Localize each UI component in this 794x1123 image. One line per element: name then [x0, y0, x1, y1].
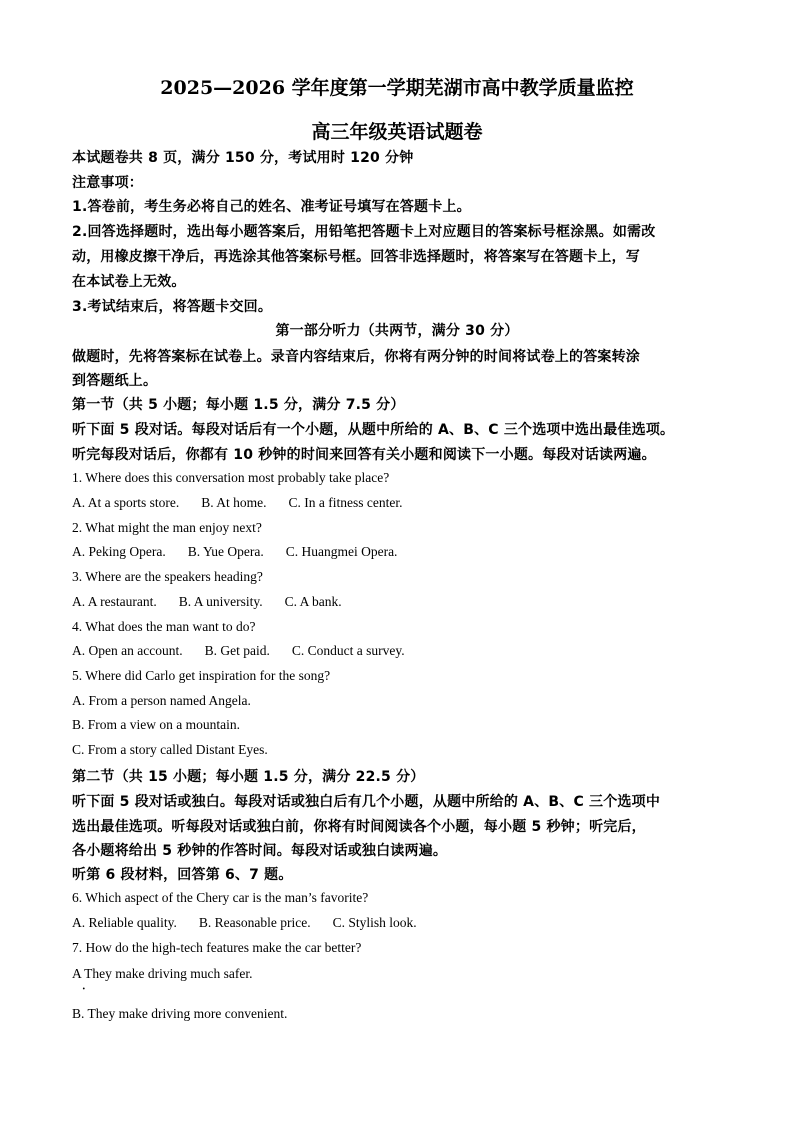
option-a: A. At a sports store. — [72, 495, 180, 510]
exam-subtitle: 高三年级英语试题卷 — [311, 121, 483, 143]
section1-instruction-line-2: 听完每段对话后，你都有 10 秒钟的时间来回答有关小题和阅读下一小题。每段对话读两遍。 — [72, 447, 656, 463]
option-b: B. Reasonable price. — [198, 915, 311, 930]
question-5-option-c: C. From a story called Distant Eyes. — [72, 742, 268, 757]
section2-instruction-line-3: 各小题将给出 5 秒钟的作答时间。每段对话或独白读两遍。 — [72, 843, 448, 859]
option-a: A. Open an account. — [72, 643, 183, 658]
question-7-option-a: A They make driving much safer. — [72, 966, 253, 981]
option-b: B. A university. — [178, 594, 263, 609]
question-1: 1. Where does this conversation most probably take place? — [72, 470, 390, 485]
question-2-options — [72, 544, 419, 560]
notice-item-2-line-2: 动，用橡皮擦干净后，再选涂其他答案标号框。回答非选择题时，将答案写在答题卡上，写 — [72, 249, 640, 265]
section2-heading: 第二节（共 15 小题；每小题 1.5 分，满分 22.5 分） — [72, 769, 425, 785]
stray-dot: • — [82, 986, 86, 993]
option-a: A. Reliable quality. — [72, 915, 177, 930]
option-c: C. In a fitness center. — [288, 495, 403, 510]
question-1-options — [72, 495, 424, 511]
part1-instruction-line-2: 到答题纸上。 — [72, 373, 158, 389]
question-5-option-a: A. From a person named Angela. — [72, 693, 251, 708]
option-c: C. Conduct a survey. — [291, 643, 405, 658]
option-c: C. A bank. — [284, 594, 342, 609]
question-3: 3. Where are the speakers heading? — [72, 569, 263, 584]
question-2: 2. What might the man enjoy next? — [72, 520, 262, 535]
notice-item-2-line-3: 在本试卷上无效。 — [72, 274, 186, 290]
section2-instruction-line-2: 选出最佳选项。听每段对话或独白前，你将有时间阅读各个小题，每小题 5 秒钟；听完后， — [72, 819, 646, 835]
question-6: 6. Which aspect of the Chery car is the man’s favorite? — [72, 890, 369, 905]
material-6-instruction: 听第 6 段材料，回答第 6、7 题。 — [72, 867, 293, 883]
section1-heading: 第一节（共 5 小题；每小题 1.5 分，满分 7.5 分） — [72, 397, 405, 413]
section1-instruction-line-1: 听下面 5 段对话。每段对话后有一个小题，从题中所给的 A、B、C 三个选项中选出最佳选项。 — [72, 422, 675, 438]
question-7: 7. How do the high-tech features make the car better? — [72, 940, 362, 955]
exam-title: 2025—2026 学年度第一学期芜湖市高中教学质量监控 — [160, 77, 634, 99]
option-a: A. A restaurant. — [72, 594, 157, 609]
question-4: 4. What does the man want to do? — [72, 619, 256, 634]
question-7-option-b: B. They make driving more convenient. — [72, 1006, 288, 1021]
notice-item-3: 3.考试结束后，将答题卡交回。 — [72, 299, 273, 315]
option-c: C. Stylish look. — [332, 915, 417, 930]
option-b: B. Yue Opera. — [187, 544, 264, 559]
question-4-options — [72, 643, 427, 659]
option-c: C. Huangmei Opera. — [285, 544, 398, 559]
question-3-options — [72, 594, 364, 610]
question-5-option-b: B. From a view on a mountain. — [72, 717, 240, 732]
option-b: B. Get paid. — [204, 643, 270, 658]
notice-heading: 注意事项： — [72, 175, 143, 191]
option-a: A. Peking Opera. — [72, 544, 166, 559]
section2-instruction-line-1: 听下面 5 段对话或独白。每段对话或独白后有几个小题，从题中所给的 A、B、C 三个选项中 — [72, 794, 661, 810]
question-6-options — [72, 915, 439, 931]
part1-instruction-line-1: 做题时，先将答案标在试卷上。录音内容结束后，你将有两分钟的时间将试卷上的答案转涂 — [72, 349, 640, 365]
option-b: B. At home. — [201, 495, 267, 510]
question-5: 5. Where did Carlo get inspiration for the song? — [72, 668, 331, 683]
part1-heading: 第一部分听力（共两节，满分 30 分） — [275, 323, 519, 339]
exam-info: 本试题卷共 8 页，满分 150 分，考试用时 120 分钟 — [72, 150, 414, 166]
notice-item-1: 1.答卷前，考生务必将自己的姓名、准考证号填写在答题卡上。 — [72, 199, 471, 215]
notice-item-2-line-1: 2.回答选择题时，选出每小题答案后，用铅笔把答题卡上对应题目的答案标号框涂黑。如需改 — [72, 224, 656, 240]
